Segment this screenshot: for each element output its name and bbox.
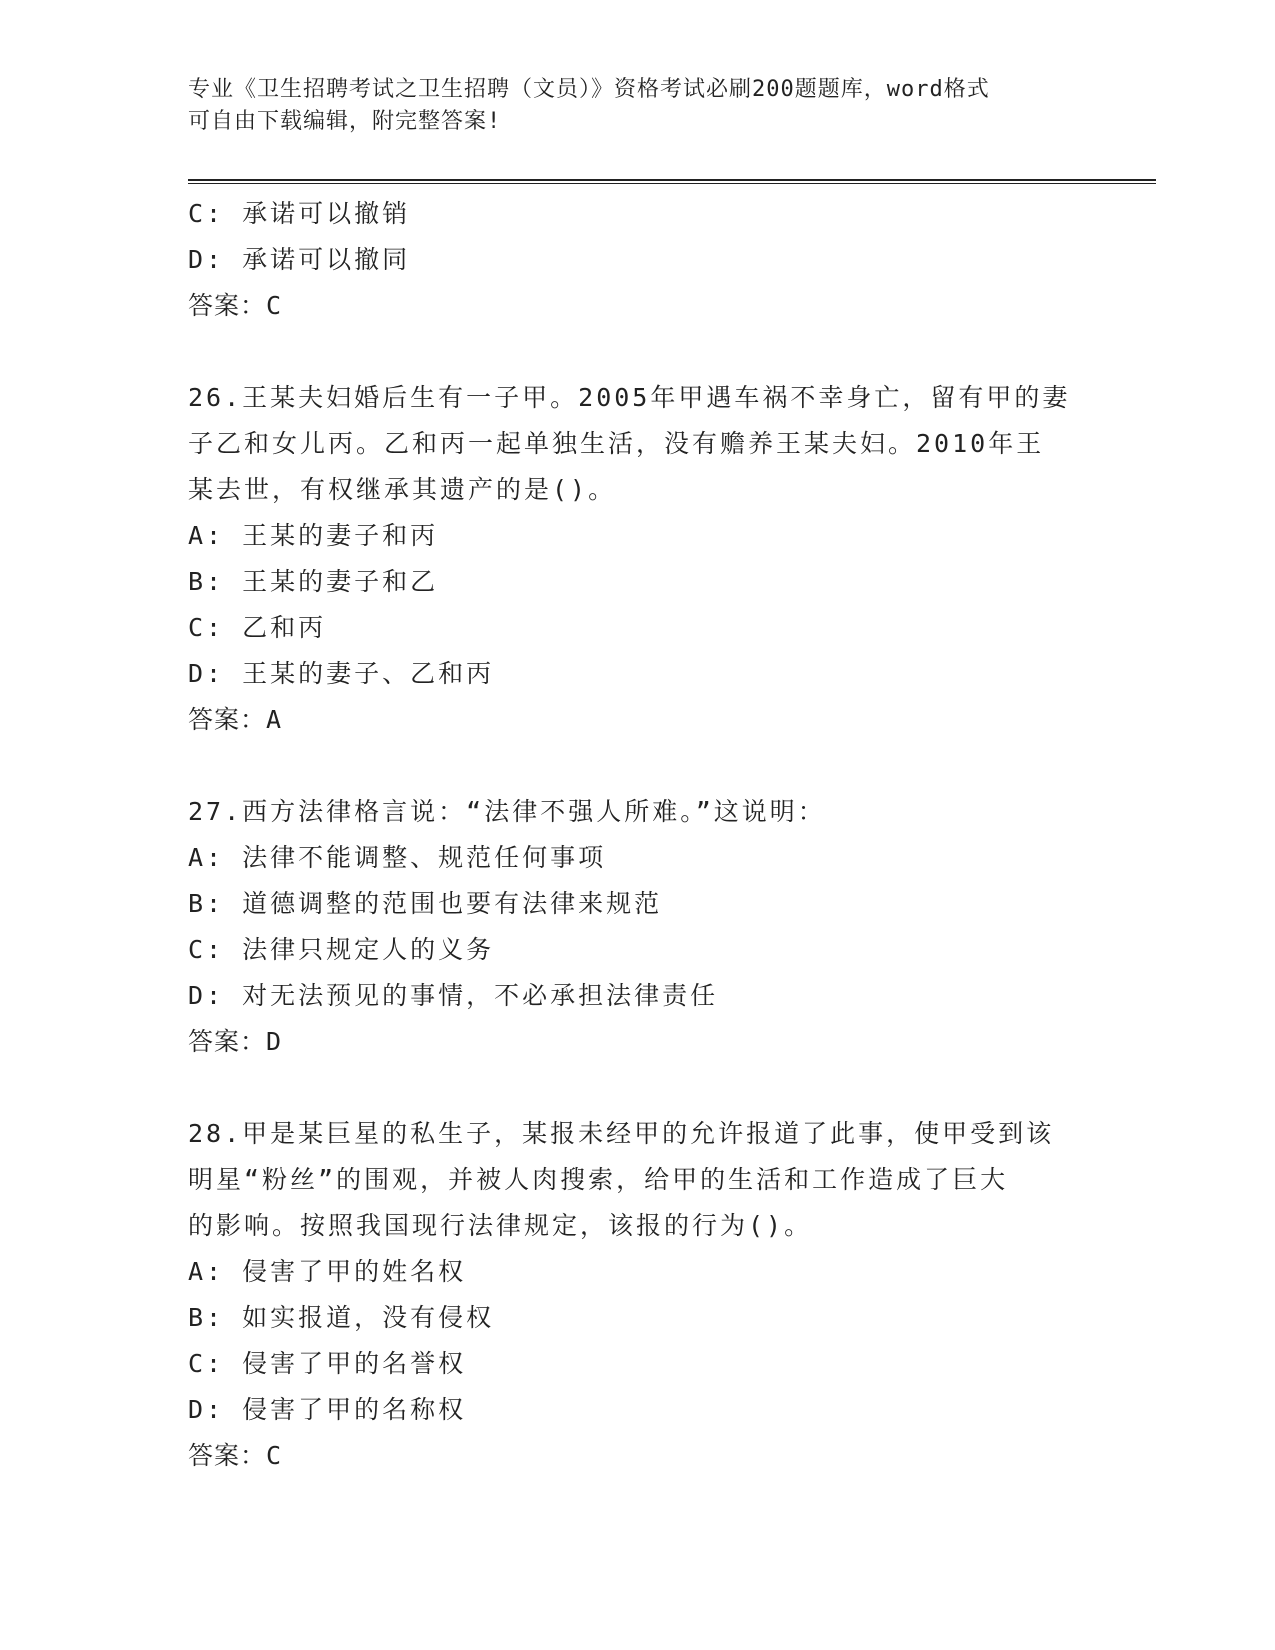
- option-label: D:: [188, 659, 225, 688]
- option-a: [188, 1249, 1088, 1295]
- question-stem-line: 28.甲是某巨星的私生子，某报未经甲的允许报道了此事，使甲受到该: [188, 1119, 1055, 1148]
- answer-line: 答案：D: [188, 1027, 283, 1056]
- question-stem-line: 27.西方法律格言说：“法律不强人所难。”这说明：: [188, 797, 826, 826]
- option-label: D:: [188, 1395, 225, 1424]
- option-label: C:: [188, 935, 225, 964]
- option-b: [188, 881, 1088, 927]
- header-line-2: 可自由下载编辑，附完整答案!: [188, 109, 502, 134]
- answer-line: 答案：A: [188, 705, 283, 734]
- spacer: [188, 329, 1088, 375]
- header-divider-thick: [188, 179, 1156, 181]
- option-label: C:: [188, 199, 225, 228]
- option-label: C:: [188, 1349, 225, 1378]
- option-text: 王某的妻子、乙和丙: [242, 659, 495, 688]
- option-b: [188, 1295, 1088, 1341]
- option-text: 道德调整的范围也要有法律来规范: [242, 889, 663, 918]
- option-d: [188, 237, 1088, 283]
- question-27: [188, 789, 1088, 1065]
- option-c: [188, 191, 1088, 237]
- question-stem-line: 26.王某夫妇婚后生有一子甲。2005年甲遇车祸不幸身亡，留有甲的妻: [188, 383, 1071, 412]
- question-stem-line: 明星“粉丝”的围观，并被人肉搜索，给甲的生活和工作造成了巨大: [188, 1165, 1009, 1194]
- question-content: [188, 191, 1088, 1479]
- option-d: [188, 1387, 1088, 1433]
- question-stem-line: 子乙和女儿丙。乙和丙一起单独生活，没有赡养王某夫妇。2010年王: [188, 429, 1045, 458]
- header-line-1: 专业《卫生招聘考试之卫生招聘（文员）》资格考试必刷200题题库，word格式: [188, 77, 990, 102]
- header-divider-thin: [188, 183, 1156, 184]
- option-label: B:: [188, 889, 225, 918]
- option-text: 侵害了甲的名称权: [242, 1395, 467, 1424]
- answer-line: 答案：C: [188, 1441, 283, 1470]
- option-label: C:: [188, 613, 225, 642]
- option-text: 承诺可以撤同: [242, 245, 411, 274]
- option-label: A:: [188, 1257, 225, 1286]
- spacer: [188, 743, 1088, 789]
- option-d: [188, 651, 1088, 697]
- option-text: 对无法预见的事情，不必承担法律责任: [242, 981, 719, 1010]
- answer-line: 答案：C: [188, 291, 283, 320]
- option-text: 乙和丙: [242, 613, 327, 642]
- option-d: [188, 973, 1088, 1019]
- option-text: 承诺可以撤销: [242, 199, 411, 228]
- option-label: A:: [188, 521, 225, 550]
- option-label: A:: [188, 843, 225, 872]
- option-label: D:: [188, 245, 225, 274]
- option-text: 法律不能调整、规范任何事项: [242, 843, 607, 872]
- option-a: [188, 835, 1088, 881]
- option-text: 如实报道，没有侵权: [242, 1303, 495, 1332]
- option-c: [188, 927, 1088, 973]
- option-label: B:: [188, 1303, 225, 1332]
- previous-question-tail: [188, 191, 1088, 329]
- question-28: [188, 1111, 1088, 1479]
- option-text: 法律只规定人的义务: [242, 935, 495, 964]
- question-stem-line: 某去世，有权继承其遗产的是()。: [188, 475, 617, 504]
- option-c: [188, 1341, 1088, 1387]
- spacer: [188, 1065, 1088, 1111]
- option-text: 侵害了甲的姓名权: [242, 1257, 467, 1286]
- question-stem-line: 的影响。按照我国现行法律规定，该报的行为()。: [188, 1211, 813, 1240]
- option-label: B:: [188, 567, 225, 596]
- question-26: [188, 375, 1088, 743]
- option-text: 侵害了甲的名誉权: [242, 1349, 467, 1378]
- option-b: [188, 559, 1088, 605]
- option-text: 王某的妻子和丙: [242, 521, 439, 550]
- document-header: [188, 74, 1068, 138]
- option-label: D:: [188, 981, 225, 1010]
- option-c: [188, 605, 1088, 651]
- option-text: 王某的妻子和乙: [242, 567, 439, 596]
- option-a: [188, 513, 1088, 559]
